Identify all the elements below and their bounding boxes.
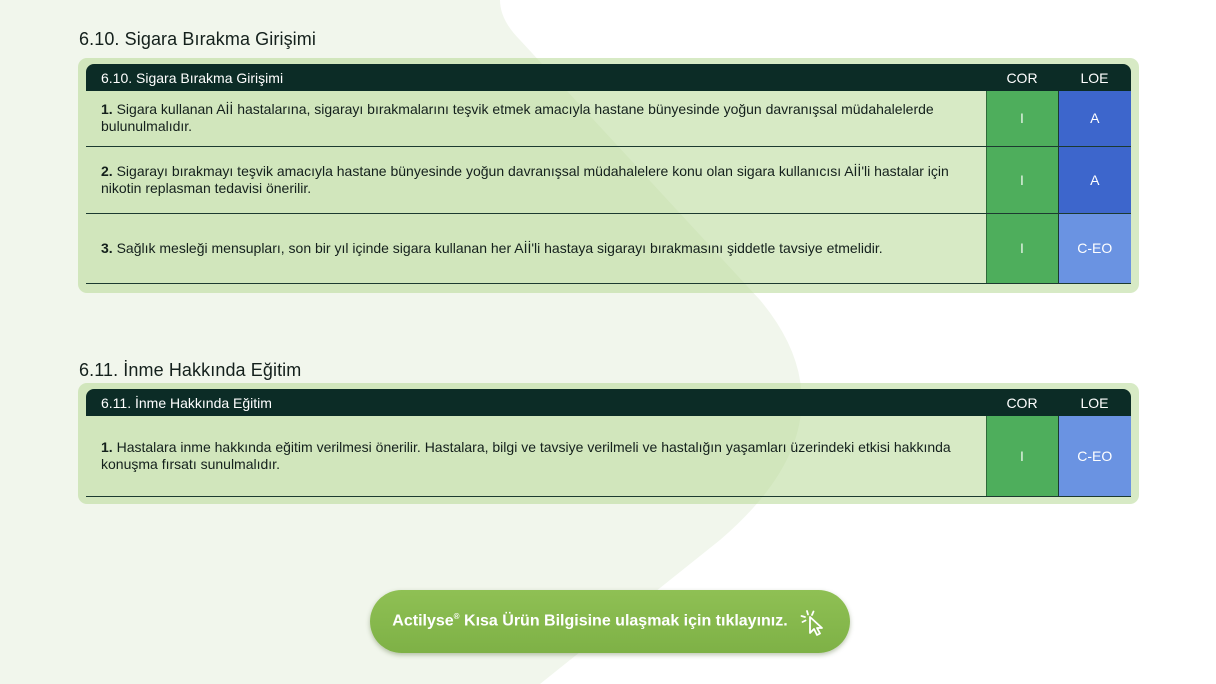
cta-brand: Actilyse [392, 612, 454, 630]
loe-column-header: LOE [1058, 389, 1131, 416]
cor-column-header: COR [986, 64, 1058, 91]
cor-column-header: COR [986, 389, 1058, 416]
cor-value: I [986, 416, 1058, 496]
cta-label: Kısa Ürün Bilgisine ulaşmak için tıklayınız. [464, 612, 788, 630]
recommendation-text [86, 91, 986, 146]
section-heading-smoking: 6.10. Sigara Bırakma Girişimi [79, 29, 316, 49]
table-row [86, 416, 1131, 496]
loe-value: A [1058, 146, 1131, 213]
table-row [86, 91, 1131, 146]
recommendation-text [86, 416, 986, 496]
product-info-button[interactable] [370, 590, 850, 653]
cor-value: I [986, 146, 1058, 213]
recommendation-body: Sigara kullanan Aİİ hastalarına, sigarayı bırakmalarını teşvik etmek amacıyla hastane bünyesinde yoğun davranışsal müdahalelerde bulunulmalıdır. [101, 101, 934, 135]
recommendation-number: 1. [101, 438, 113, 455]
loe-value: C-EO [1058, 416, 1131, 496]
table-row [86, 213, 1131, 283]
cor-value: I [986, 91, 1058, 146]
table-header-row [86, 64, 1131, 91]
table-row [86, 146, 1131, 213]
section-heading-stroke-education: 6.11. İnme Hakkında Eğitim [79, 360, 302, 380]
recommendation-body: Sağlık mesleği mensupları, son bir yıl içinde sigara kullanan her Aİİ'li hastaya sigarayı bırakmasını şiddetle tavsiye etmelidir. [116, 239, 883, 256]
loe-column-header: LOE [1058, 64, 1131, 91]
trademark-symbol: ® [453, 612, 460, 622]
cta-text [392, 612, 787, 630]
recommendation-number: 2. [101, 162, 113, 179]
recommendation-body: Sigarayı bırakmayı teşvik amacıyla hastane bünyesinde yoğun davranışsal müdahalelere konu olan sigara kullanıcısı Aİİ'li hastalar için nikotin replasman tedavisi önerilir. [101, 162, 949, 196]
stroke-education-table [86, 389, 1131, 497]
table-header-row [86, 389, 1131, 416]
table-title: 6.11. İnme Hakkında Eğitim [86, 389, 986, 416]
recommendation-body: Hastalara inme hakkında eğitim verilmesi önerilir. Hastalara, bilgi ve tavsiye verilmeli ve hastalığın yaşamları üzerindeki etkisi hakkında konuşma fırsatı sunulmalıdır. [101, 438, 951, 472]
recommendation-number: 1. [101, 101, 113, 118]
smoking-table [86, 64, 1131, 284]
cor-value: I [986, 213, 1058, 283]
recommendation-text [86, 213, 986, 283]
loe-value: C-EO [1058, 213, 1131, 283]
recommendation-text [86, 146, 986, 213]
cursor-click-icon [798, 607, 828, 637]
table-title: 6.10. Sigara Bırakma Girişimi [86, 64, 986, 91]
recommendation-number: 3. [101, 239, 113, 256]
smoking-table-container [78, 58, 1139, 293]
loe-value: A [1058, 91, 1131, 146]
stroke-education-table-container [78, 383, 1139, 504]
